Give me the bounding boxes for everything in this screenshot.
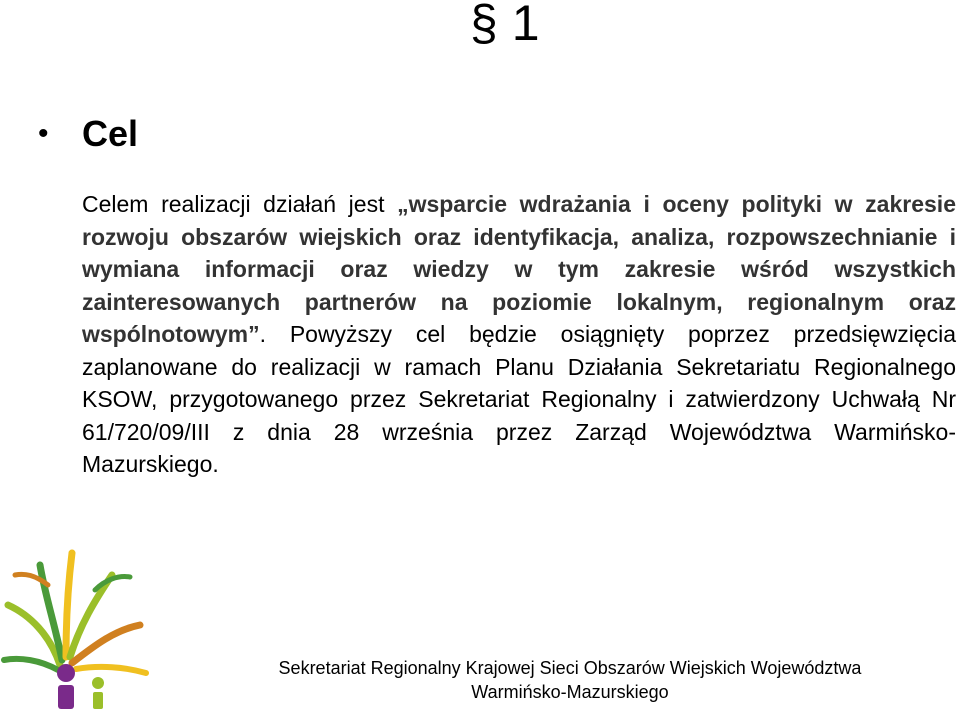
bullet-icon: • xyxy=(38,117,49,150)
paragraph-heading: § 1 xyxy=(470,0,540,51)
footer-line-1: Sekretariat Regionalny Krajowej Sieci Obszarów Wiejskich Województwa xyxy=(278,658,862,678)
section-bullet-row xyxy=(38,113,139,154)
footer-line-2: Warmińsko-Mazurskiego xyxy=(471,682,669,702)
body-intro: Celem realizacji działań jest xyxy=(82,191,398,217)
body-paragraph xyxy=(82,188,956,481)
body-rest: . Powyższy cel będzie osiągnięty poprzez przedsięwzięcia zaplanowane do realizacji w ramach Planu Działania Sekretariatu Regionalnego KSOW, przygotowanego przez Sekretariat Regionalny i zatwierdzony Uchwałą Nr 61/720/09/III z dnia 28 września przez Zarząd Województwa Warmińsko-Mazurskiego. xyxy=(82,321,956,477)
footer xyxy=(190,656,950,704)
body-highlight: „wsparcie wdrażania i oceny polityki w zakresie rozwoju obszarów wiejskich oraz identyfikacja, analiza, rozpowszechnianie i wymiana informacji oraz wiedzy w tym zakresie wśród wszystkich zainteresowanych partnerów na poziomie lokalnym, regionalnym oraz wspólnotowym” xyxy=(82,191,956,347)
section-title: Cel xyxy=(82,113,139,154)
ksow-tree-logo-icon xyxy=(0,545,150,709)
